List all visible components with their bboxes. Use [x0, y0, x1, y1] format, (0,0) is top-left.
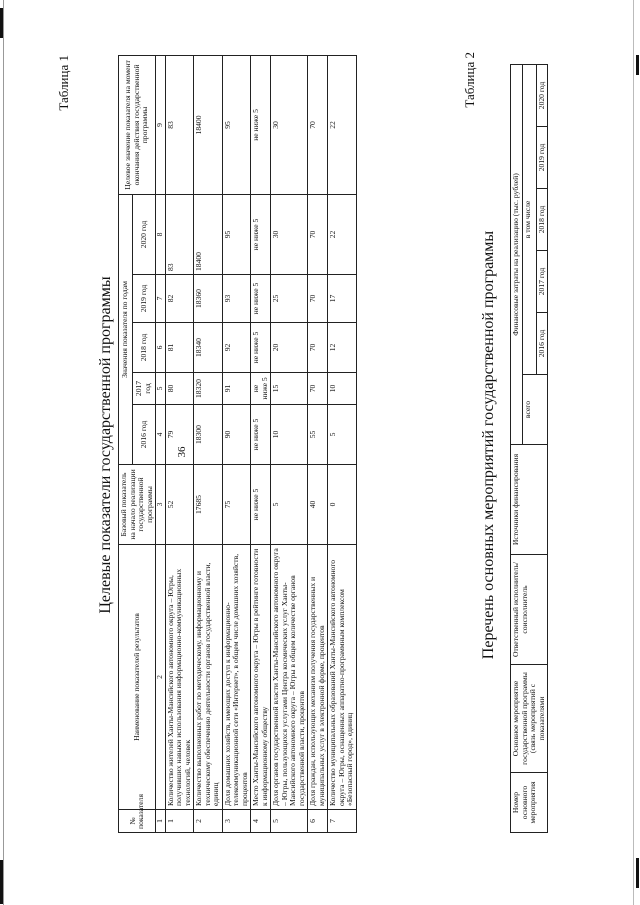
row-2017: 80 — [165, 373, 194, 405]
row-2020: 18400 — [194, 194, 223, 274]
row-base: не ниже 5 — [251, 465, 271, 545]
row-name: Доля органов государственной власти Ханты-Мансийского автономного округа – Югры, пользующихся услугами Центра космических услуг Ханты-Мансийского автономного округа – Югры в общем количестве органов государственной власти, процентов — [271, 545, 308, 810]
row-2019: 17 — [328, 275, 357, 323]
column-index: 8 — [156, 194, 166, 274]
table-row — [328, 55, 357, 832]
row-2019: 18360 — [194, 275, 223, 323]
row-2017: 10 — [328, 373, 357, 405]
row-target: 30 — [271, 55, 308, 194]
row-base: 0 — [328, 465, 357, 545]
row-2018: не ниже 5 — [251, 323, 271, 373]
row-2016: 90 — [222, 405, 251, 465]
row-target: 22 — [328, 55, 357, 194]
row-2016: не ниже 5 — [251, 405, 271, 465]
t2-header-event: Основное мероприятие государственной программы (связь мероприятий с показателями — [511, 665, 548, 773]
row-base: 40 — [308, 465, 328, 545]
t2-header-total: всего — [522, 375, 548, 445]
header-base: Базовый показатель на начало реализации государственной программы — [119, 465, 156, 545]
column-index-row — [156, 55, 166, 832]
row-2016: 5 — [328, 405, 357, 465]
row-target: 18400 — [194, 55, 223, 194]
row-num: 4 — [251, 810, 271, 833]
table-row — [194, 55, 223, 832]
row-name: Количество муниципальных образований Ханты-Мансийского автономного округа – Югры, оснащенных аппаратно-программным комплексом «Безопасный город», единиц — [328, 545, 357, 810]
t2-header-2016: 2016 год — [536, 313, 548, 375]
column-index: 2 — [156, 545, 166, 810]
table1-title: Целевые показатели государственной программы — [97, 276, 114, 614]
row-2018: 18340 — [194, 323, 223, 373]
header-2019: 2019 год — [132, 275, 156, 323]
table-row — [308, 55, 328, 832]
column-index: 5 — [156, 373, 166, 405]
row-num: 1 — [165, 810, 194, 833]
row-2018: 92 — [222, 323, 251, 373]
row-num: 2 — [194, 810, 223, 833]
row-2020: не ниже 5 — [251, 194, 271, 274]
column-index: 4 — [156, 405, 166, 465]
t2-header-2019: 2019 год — [536, 127, 548, 189]
header-2017: 2017 год — [132, 373, 156, 405]
row-name: Количество выполненных работ по методическому, информационному и техническому обеспечению деятельности органов государственной власти, единиц — [194, 545, 223, 810]
column-index: 7 — [156, 275, 166, 323]
header-name: Наименование показателей результатов — [119, 545, 156, 810]
row-2019: 82 — [165, 275, 194, 323]
column-index: 3 — [156, 465, 166, 545]
table2-title: Перечень основных мероприятий государственной программы — [480, 230, 497, 660]
row-2017: 70 — [308, 373, 328, 405]
row-target: не ниже 5 — [251, 55, 271, 194]
header-target: Целевое значение показателя на момент окончания действия государственной программы — [119, 55, 156, 194]
header-2016: 2016 год — [132, 405, 156, 465]
row-base: 5 — [271, 465, 308, 545]
row-2018: 70 — [308, 323, 328, 373]
row-base: 52 — [165, 465, 194, 545]
row-2017: не ниже 5 — [251, 373, 271, 405]
row-num: 6 — [308, 810, 328, 833]
row-2016: 10 — [271, 405, 308, 465]
table-row — [222, 55, 251, 832]
row-2019: 25 — [271, 275, 308, 323]
row-2020: 83 — [165, 194, 194, 274]
row-2020: 95 — [222, 194, 251, 274]
row-2019: 93 — [222, 275, 251, 323]
row-name: Доля граждан, использующих механизм получения государственных и муниципальных услуг в электронной форме, процентов — [308, 545, 328, 810]
row-name: Место Ханты-Мансийского автономного округа – Югры в рейтинге готовности к информационному обществу — [251, 545, 271, 810]
t2-header-source: Источники финансирования — [511, 445, 548, 555]
row-2018: 81 — [165, 323, 194, 373]
row-2016: 79 — [165, 405, 194, 465]
row-target: 83 — [165, 55, 194, 194]
header-2018: 2018 год — [132, 323, 156, 373]
t2-header-num: Номер основного мероприятия — [511, 773, 548, 833]
row-2019: 70 — [308, 275, 328, 323]
row-name: Количество жителей Ханты-Мансийского автономного округа – Югры, получивших навыки использования информационно-коммуникационных технологий, человек — [165, 545, 194, 810]
row-2018: 20 — [271, 323, 308, 373]
row-target: 95 — [222, 55, 251, 194]
column-index: 9 — [156, 55, 166, 194]
t2-header-2017: 2017 год — [536, 251, 548, 313]
table-row — [271, 55, 308, 832]
header-2020: 2020 год — [132, 194, 156, 274]
column-index: 1 — [156, 810, 166, 833]
t2-header-executor: Ответственный исполнитель/соисполнитель — [511, 555, 548, 665]
table-row — [251, 55, 271, 832]
t2-header-2020: 2020 год — [536, 64, 548, 126]
row-2019: не ниже 5 — [251, 275, 271, 323]
t2-header-costs-group: Финансовые затраты на реализацию (тыс. рублей) — [511, 64, 523, 444]
row-base: 17685 — [194, 465, 223, 545]
header-num: № показателя — [119, 810, 156, 833]
table-row — [165, 55, 194, 832]
column-index: 6 — [156, 323, 166, 373]
row-num: 7 — [328, 810, 357, 833]
row-2016: 55 — [308, 405, 328, 465]
row-target: 70 — [308, 55, 328, 194]
events-table — [510, 64, 548, 833]
row-2018: 12 — [328, 323, 357, 373]
row-2017: 91 — [222, 373, 251, 405]
row-2020: 70 — [308, 194, 328, 274]
row-2020: 22 — [328, 194, 357, 274]
row-2017: 15 — [271, 373, 308, 405]
row-num: 3 — [222, 810, 251, 833]
table2-label: Таблица 2 — [462, 52, 477, 108]
header-years-group: Значения показателя по годам — [119, 194, 133, 464]
row-name: Доля домашних хозяйств, имеющих доступ к информационно-телекоммуникационной сети «Интернет», в общем числе домашних хозяйств, процентов — [222, 545, 251, 810]
page-number: 36 — [176, 446, 188, 458]
row-2017: 18320 — [194, 373, 223, 405]
t2-header-including: в том числе — [522, 64, 536, 374]
t2-header-2018: 2018 год — [536, 189, 548, 251]
row-base: 75 — [222, 465, 251, 545]
row-2020: 30 — [271, 194, 308, 274]
table1-label: Таблица 1 — [56, 55, 71, 111]
row-num: 5 — [271, 810, 308, 833]
targets-table — [118, 55, 357, 833]
row-2016: 18300 — [194, 405, 223, 465]
